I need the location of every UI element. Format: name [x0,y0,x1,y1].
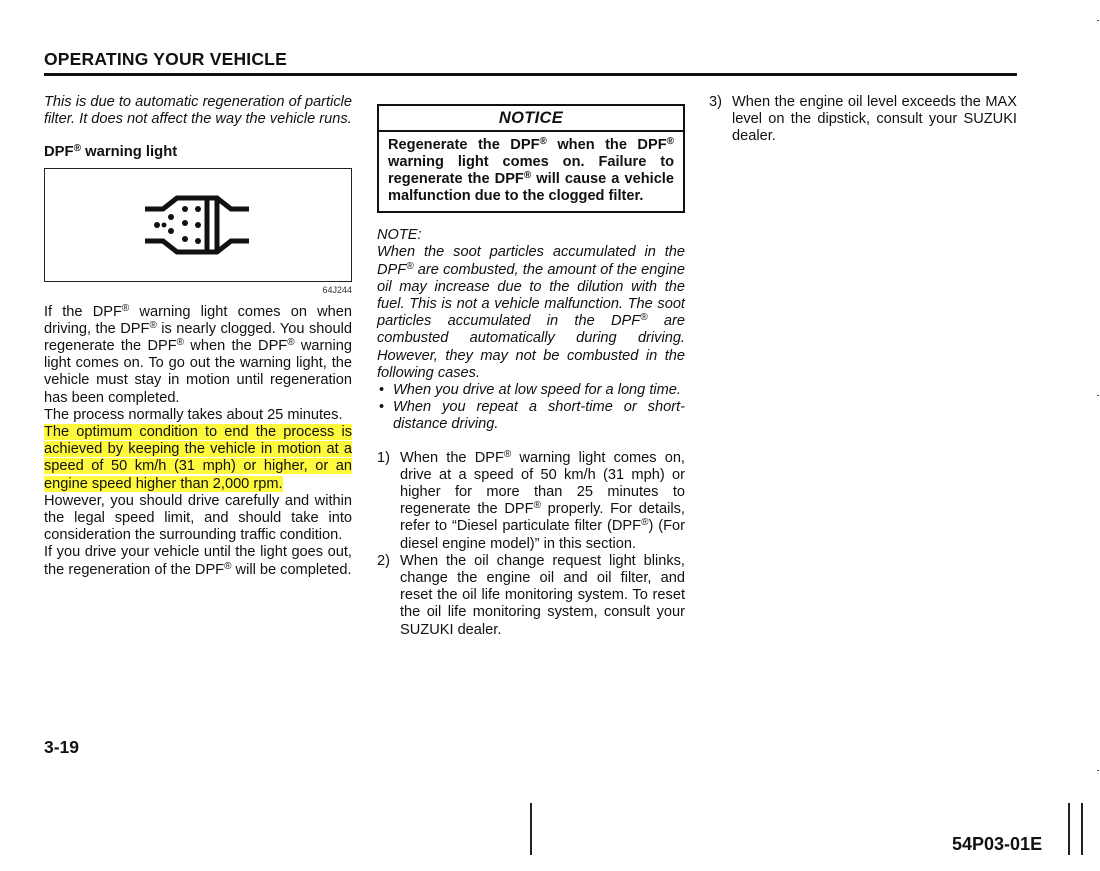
list-item-2: 2) When the oil change request light blinks, change the engine oil and oil filter, and reset the oil life monitoring system. To reset the oil life monitoring system, consult your SUZUKI dealer. [377,552,685,638]
numbered-list-continued [709,94,1017,146]
paragraph-warning-light: If the DPF® warning light comes on when driving, the DPF® is nearly clogged. You should regenerate the DPF® when the DPF® warning light comes on. To go out the warning light, the vehicle must stay in motion until regeneration has been completed. [44,302,352,406]
dpf-icon [141,195,253,255]
document-code: 54P03-01E [952,834,1043,854]
note-bullet-list [377,382,685,434]
figure-code: 64J244 [322,284,352,295]
dpf-warning-light-heading: DPF® warning light [44,143,178,161]
column-left [44,94,352,579]
margin-tick [1097,20,1099,21]
list-item: • When you repeat a short-time or short-distance driving. [377,399,685,433]
margin-tick [1097,770,1099,771]
margin-tick [1097,395,1099,396]
page-number: 3-19 [44,737,80,757]
footer-divider [1081,803,1083,855]
list-item: • When you drive at low speed for a long time. [377,382,685,399]
section-header: OPERATING YOUR VEHICLE [44,49,287,69]
paragraph-regeneration-complete: If you drive your vehicle until the light goes out, the regeneration of the DPF® will be completed. [44,544,352,578]
footer-divider [1068,803,1070,855]
paragraph-drive-carefully: However, you should drive carefully and within the legal speed limit, and should take into consideration the surrounding traffic condition. [44,492,352,544]
header-rule [44,73,1017,76]
paragraph-process-time: The process normally takes about 25 minutes. [44,406,343,423]
footer-divider [530,803,532,855]
column-right [709,94,1017,146]
highlighted-text: The optimum condition to end the process is achieved by keeping the vehicle in motion at a speed of 50 km/h (31 mph) or higher, or an engine speed higher than 2,000 rpm. [44,424,352,492]
note-text: When the soot particles accumulated in the DPF® are combusted, the amount of the engine oil may increase due to the dilution with the fuel. This is not a vehicle malfunction. The soot particles accumulated in the DPF® are combusted automatically during driving. However, they may not be combusted in the following cases. [377,244,685,381]
column-middle [377,104,685,639]
note-section [377,227,685,433]
list-item-1: 1) When the DPF® warning light comes on, drive at a speed of 50 km/h (31 mph) or higher for more than 25 minutes to regenerate the DPF® properly. For details, refer to “Diesel particulate filter (DPF®) (For diesel engine model)” in this section. [377,448,685,552]
notice-title: NOTICE [379,106,683,132]
dpf-warning-light-figure [44,168,352,282]
numbered-list [377,450,685,639]
intro-text: This is due to automatic regeneration of particle filter. It does not affect the way the vehicle runs. [44,94,352,128]
notice-body: Regenerate the DPF® when the DPF® warning light comes on. Failure to regenerate the DPF® will cause a vehicle malfunction due to the clogged filter. [388,136,674,205]
note-label: NOTE: [377,227,422,244]
notice-box [377,104,685,213]
list-item-3: 3) When the engine oil level exceeds the MAX level on the dipstick, consult your SUZUKI dealer. [709,94,1017,145]
paragraph-optimum-condition [44,424,352,493]
